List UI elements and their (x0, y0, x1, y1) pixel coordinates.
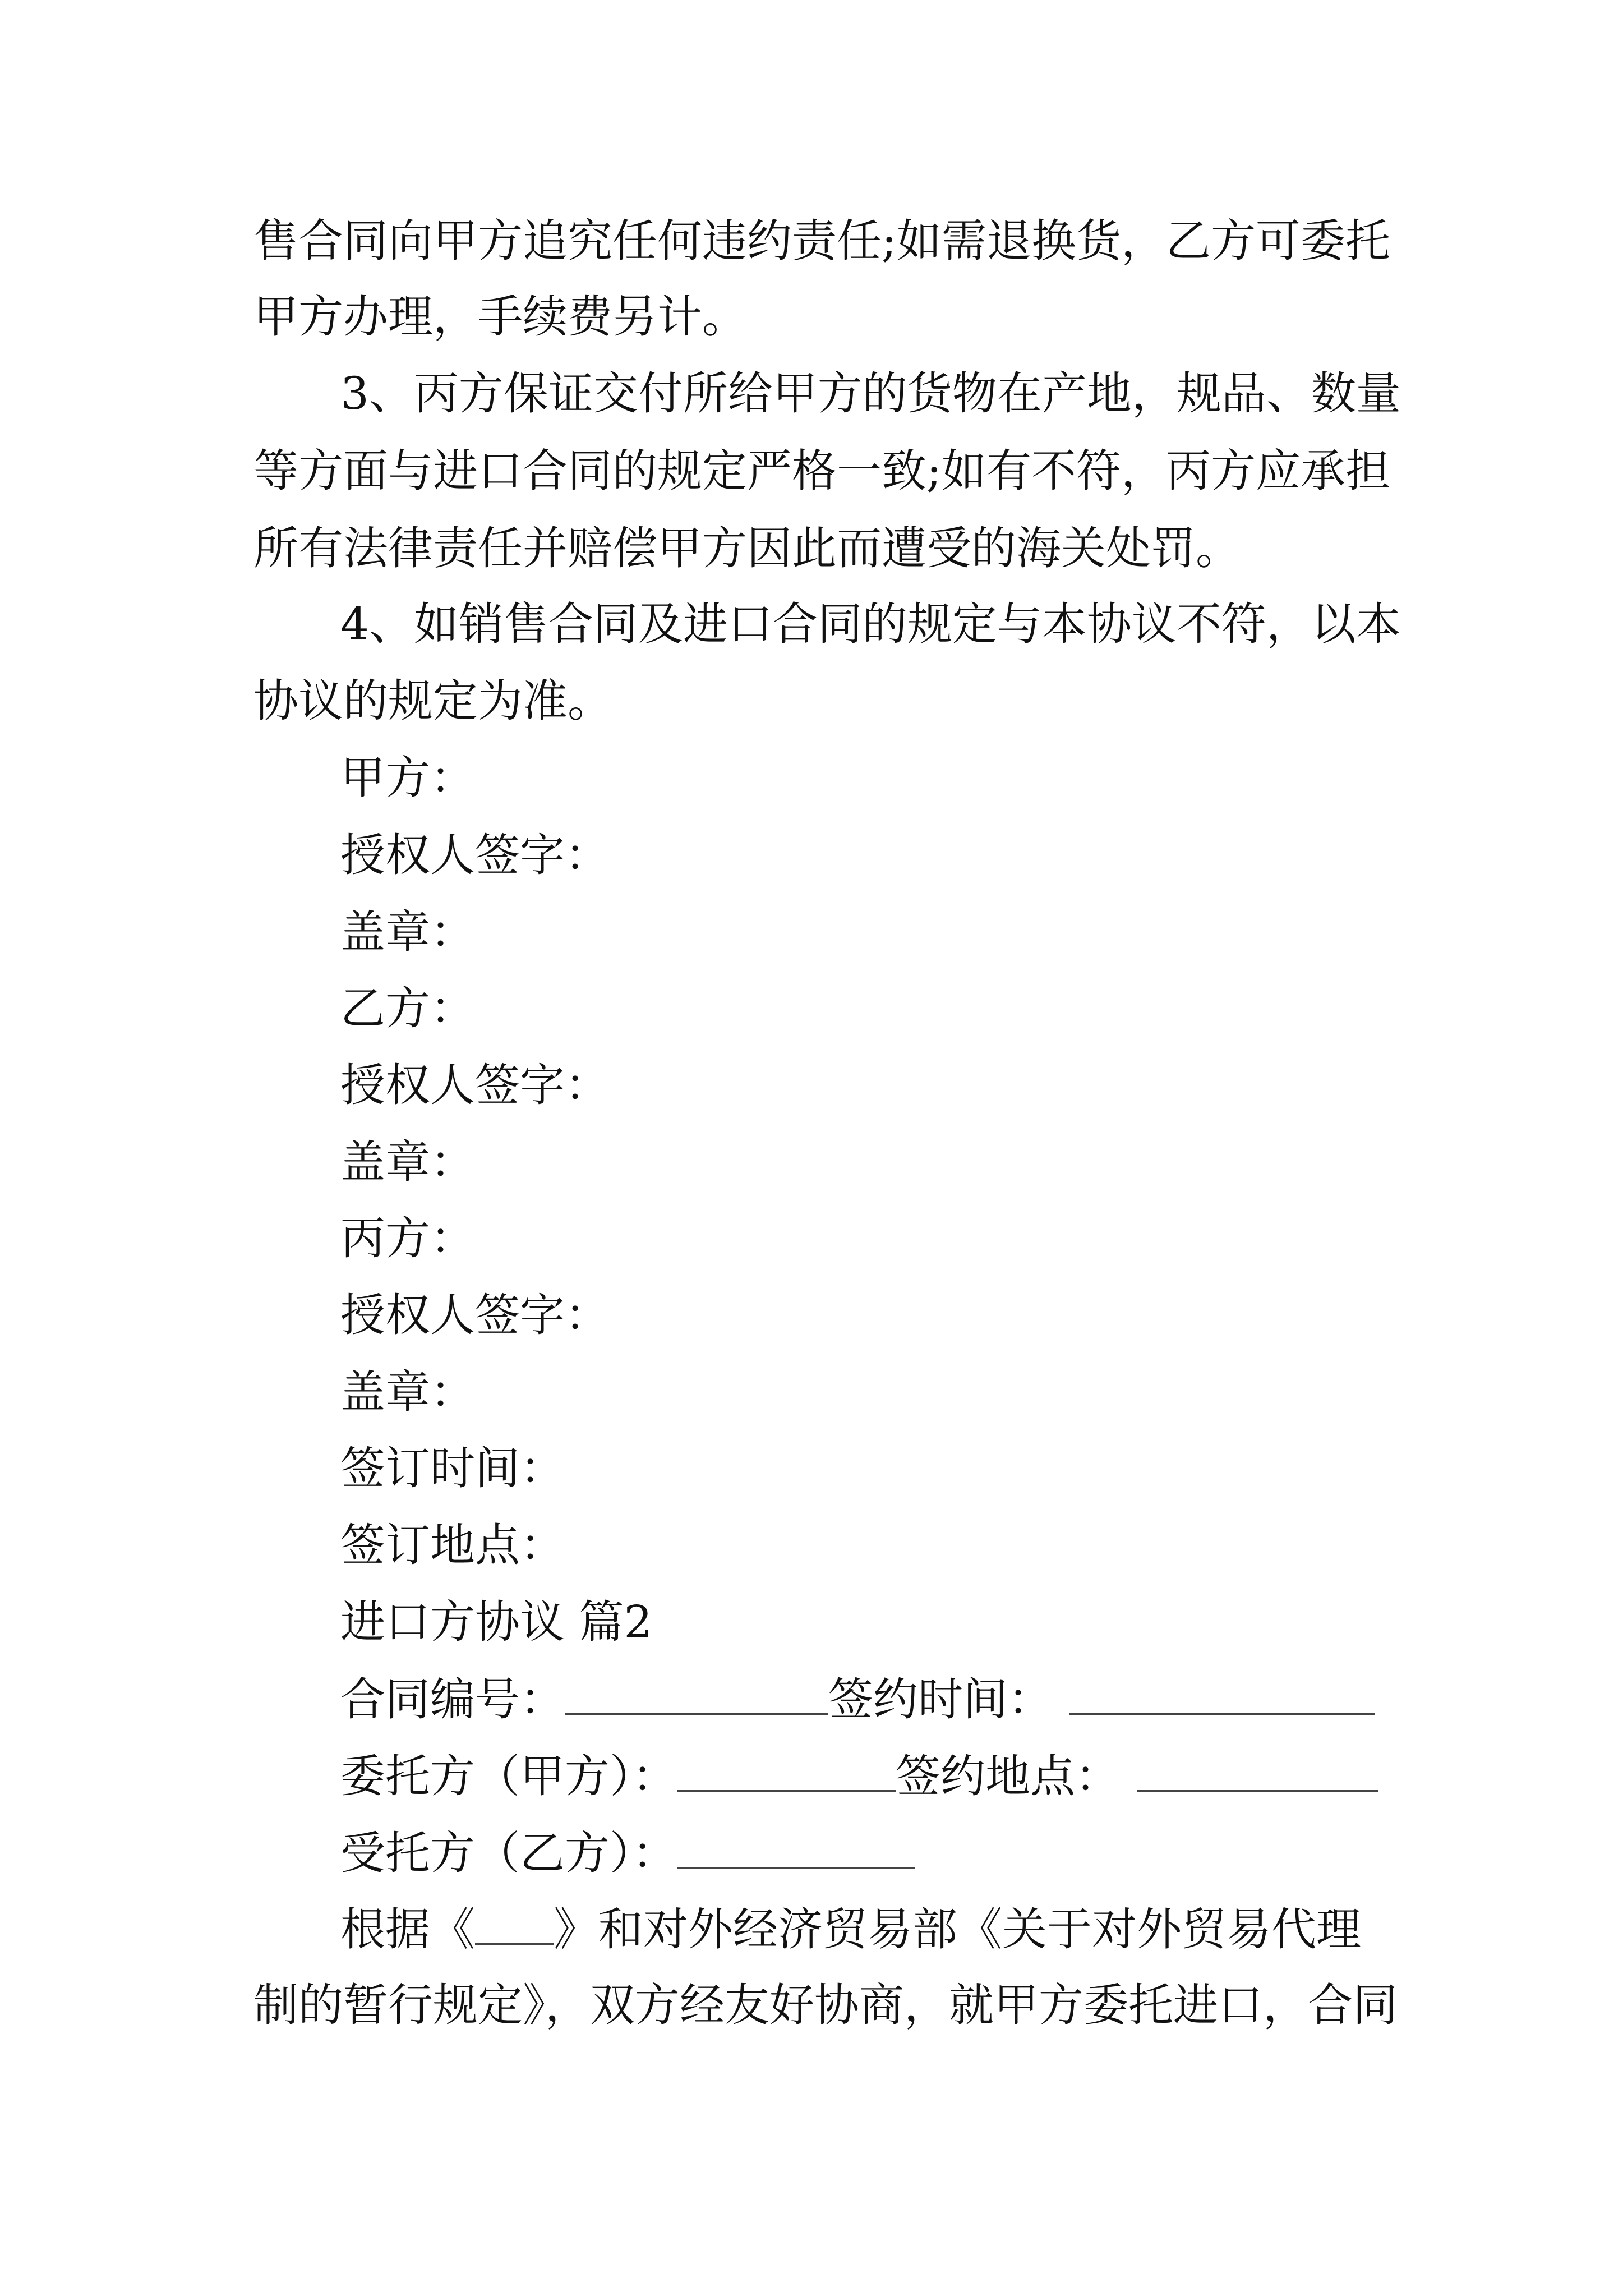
paragraph-3-line-1: 4、如销售合同及进口合同的规定与本协议不符，以本 (340, 598, 1401, 650)
sign-time-label: 签订时间： (340, 1442, 565, 1494)
principal-blank[interactable] (677, 1747, 896, 1792)
paragraph-2-line-1: 3、丙方保证交付所给甲方的货物在产地，规品、数量 (340, 367, 1401, 420)
contract-number-blank[interactable] (565, 1671, 828, 1715)
contract-number-label: 合同编号： (340, 1673, 565, 1726)
agent-blank[interactable] (677, 1824, 915, 1869)
paragraph-1-line-1: 售合同向甲方追究任何违约责任;如需退换货，乙方可委托 (253, 215, 1390, 267)
sign-location-label: 签约地点： (896, 1750, 1120, 1802)
basis-line-2: 制的暂行规定》，双方经友好协商，就甲方委托进口，合同 (253, 1979, 1398, 2031)
basis-prefix: 根据《 (340, 1903, 475, 1955)
basis-line-1 (340, 1901, 1361, 1958)
party-c-seal-label: 盖章： (340, 1366, 475, 1418)
sign-date-label: 签约时间： (828, 1673, 1053, 1726)
party-b-signature-label: 授权人签字： (340, 1059, 610, 1111)
sign-date-blank[interactable] (1069, 1671, 1375, 1715)
section-2-title: 进口方协议 篇2 (340, 1596, 653, 1648)
party-c-signature-label: 授权人签字： (340, 1289, 610, 1341)
agent-row (340, 1824, 915, 1881)
paragraph-3-line-2: 协议的规定为准。 (253, 675, 612, 727)
paragraph-1-line-2: 甲方办理，手续费另计。 (253, 291, 747, 343)
party-b-seal-label: 盖章： (340, 1136, 475, 1188)
sign-place-label: 签订地点： (340, 1519, 565, 1571)
party-a-label: 甲方： (340, 752, 475, 804)
paragraph-2-line-2: 等方面与进口合同的规定严格一致;如有不符，丙方应承担 (253, 445, 1390, 497)
party-b-label: 乙方： (340, 982, 475, 1034)
party-a-seal-label: 盖章： (340, 906, 475, 958)
party-c-label: 丙方： (340, 1212, 475, 1264)
paragraph-2-line-3: 所有法律责任并赔偿甲方因此而遭受的海关处罚。 (253, 522, 1241, 574)
principal-row (340, 1747, 1378, 1805)
principal-label: 委托方（甲方）： (340, 1750, 677, 1802)
contract-number-row (340, 1671, 1375, 1728)
law-name-blank[interactable] (475, 1901, 554, 1945)
basis-suffix: 》和对外经济贸易部《关于对外贸易代理 (554, 1903, 1361, 1955)
agent-label: 受托方（乙方）： (340, 1827, 677, 1879)
sign-location-blank[interactable] (1137, 1747, 1378, 1792)
party-a-signature-label: 授权人签字： (340, 829, 610, 881)
